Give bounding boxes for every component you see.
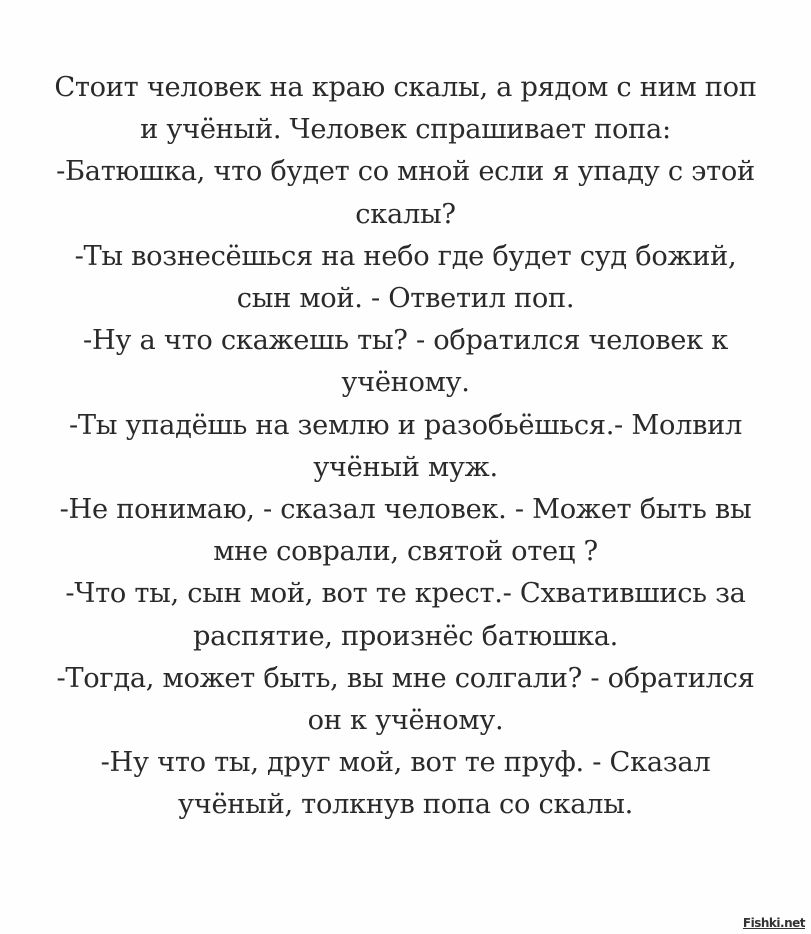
story-line: он к учёному. <box>307 705 504 737</box>
story-line: распятие, произнёс батюшка. <box>192 620 619 652</box>
story-line: скалы? <box>355 198 456 230</box>
story-line: -Ты вознесёшься на небо где будет суд божий, <box>74 240 737 272</box>
story-line: мне соврали, святой отец ? <box>213 536 598 568</box>
story-line: учёный муж. <box>313 451 498 483</box>
story-line: сын мой. - Ответил поп. <box>236 283 575 315</box>
story-line: учёному. <box>341 367 470 399</box>
story-line: -Тогда, может быть, вы мне солгали? - обратился <box>56 662 755 694</box>
story-line: -Что ты, сын мой, вот те крест.- Схватившись за <box>65 578 746 610</box>
story-text <box>0 67 811 827</box>
story-line: -Не понимаю, - сказал человек. - Может быть вы <box>59 494 752 526</box>
story-line: и учёный. Человек спрашивает попа: <box>140 114 671 146</box>
watermark-logo: Fishki.net <box>742 916 805 930</box>
story-line: учёный, толкнув попа со скалы. <box>178 789 633 821</box>
story-line: -Батюшка, что будет со мной если я упаду с этой <box>56 156 755 188</box>
story-line: Стоит человек на краю скалы, а рядом с ним поп <box>54 72 757 103</box>
story-line: -Ну а что скажешь ты? - обратился человек к <box>83 325 728 357</box>
story-line: -Ты упадёшь на землю и разобьёшься.- Молвил <box>68 409 743 441</box>
story-line: -Ну что ты, друг мой, вот те пруф. - Сказал <box>100 747 711 779</box>
